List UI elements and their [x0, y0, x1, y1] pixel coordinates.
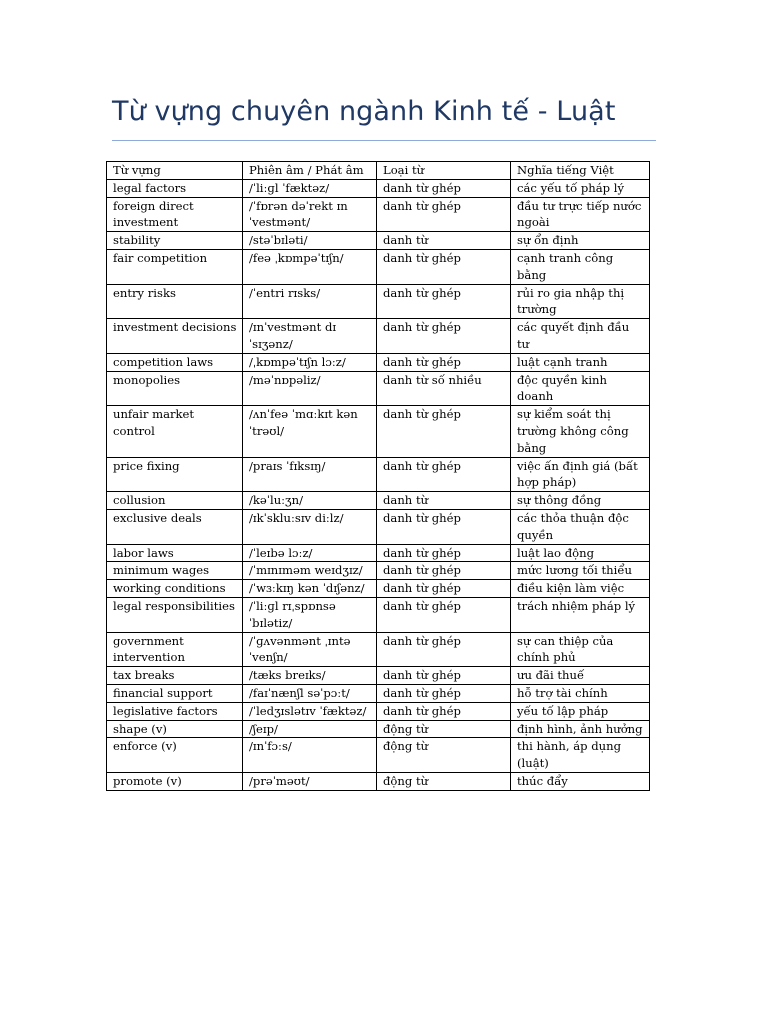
meaning-cell: thúc đẩy — [511, 772, 650, 790]
word-type-cell: danh từ ghép — [377, 353, 511, 371]
pronunciation-cell: /kəˈluːʒn/ — [243, 492, 377, 510]
meaning-cell: các yếu tố pháp lý — [511, 179, 650, 197]
term-cell: exclusive deals — [107, 509, 243, 544]
pronunciation-cell: /praɪs ˈfɪksɪŋ/ — [243, 457, 377, 492]
word-type-cell: danh từ ghép — [377, 406, 511, 457]
word-type-cell: danh từ ghép — [377, 544, 511, 562]
vocabulary-table-body — [107, 179, 650, 790]
word-type-cell: danh từ — [377, 492, 511, 510]
table-row — [107, 684, 650, 702]
term-cell: fair competition — [107, 249, 243, 284]
word-type-cell: động từ — [377, 738, 511, 773]
meaning-cell: yếu tố lập pháp — [511, 702, 650, 720]
term-cell: competition laws — [107, 353, 243, 371]
pronunciation-cell: /ˈmɪnɪməm weɪdʒɪz/ — [243, 562, 377, 580]
pronunciation-cell: /faɪˈnænʃl səˈpɔːt/ — [243, 684, 377, 702]
word-type-cell: danh từ ghép — [377, 509, 511, 544]
term-cell: stability — [107, 232, 243, 250]
word-type-cell: động từ — [377, 772, 511, 790]
word-type-cell: danh từ ghép — [377, 632, 511, 667]
term-cell: promote (v) — [107, 772, 243, 790]
table-row — [107, 457, 650, 492]
meaning-cell: sự kiểm soát thị trường không công bằng — [511, 406, 650, 457]
term-cell: legal responsibilities — [107, 597, 243, 632]
table-row — [107, 249, 650, 284]
term-cell: government intervention — [107, 632, 243, 667]
pronunciation-cell: /tæks breɪks/ — [243, 667, 377, 685]
pronunciation-cell: /feə ˌkɒmpəˈtɪʃn/ — [243, 249, 377, 284]
word-type-cell: danh từ ghép — [377, 667, 511, 685]
pronunciation-cell: /məˈnɒpəliz/ — [243, 371, 377, 406]
pronunciation-cell: /ɪkˈskluːsɪv diːlz/ — [243, 509, 377, 544]
header-word-type: Loại từ — [377, 162, 511, 180]
meaning-cell: rủi ro gia nhập thị trường — [511, 284, 650, 319]
term-cell: labor laws — [107, 544, 243, 562]
table-row — [107, 738, 650, 773]
header-vietnamese-meaning: Nghĩa tiếng Việt — [511, 162, 650, 180]
term-cell: tax breaks — [107, 667, 243, 685]
header-term: Từ vựng — [107, 162, 243, 180]
title-rule — [112, 140, 656, 141]
meaning-cell: đầu tư trực tiếp nước ngoài — [511, 197, 650, 232]
pronunciation-cell: /ˈentri rɪsks/ — [243, 284, 377, 319]
meaning-cell: luật lao động — [511, 544, 650, 562]
word-type-cell: danh từ ghép — [377, 284, 511, 319]
word-type-cell: danh từ ghép — [377, 684, 511, 702]
term-cell: investment decisions — [107, 319, 243, 354]
meaning-cell: điều kiện làm việc — [511, 580, 650, 598]
word-type-cell: động từ — [377, 720, 511, 738]
table-row — [107, 492, 650, 510]
pronunciation-cell: /ɪnˈfɔːs/ — [243, 738, 377, 773]
table-row — [107, 353, 650, 371]
pronunciation-cell: /ˈfɒrən dəˈrekt ɪn ˈvestmənt/ — [243, 197, 377, 232]
table-row — [107, 632, 650, 667]
meaning-cell: thi hành, áp dụng (luật) — [511, 738, 650, 773]
pronunciation-cell: /ˌkɒmpəˈtɪʃn lɔːz/ — [243, 353, 377, 371]
table-header-row — [107, 162, 650, 180]
table-row — [107, 284, 650, 319]
header-pronunciation: Phiên âm / Phát âm — [243, 162, 377, 180]
table-row — [107, 319, 650, 354]
term-cell: shape (v) — [107, 720, 243, 738]
term-cell: enforce (v) — [107, 738, 243, 773]
word-type-cell: danh từ ghép — [377, 580, 511, 598]
pronunciation-cell: /ʃeɪp/ — [243, 720, 377, 738]
pronunciation-cell: /ˈɡʌvənmənt ˌɪntə ˈvenʃn/ — [243, 632, 377, 667]
table-row — [107, 702, 650, 720]
meaning-cell: sự thông đồng — [511, 492, 650, 510]
word-type-cell: danh từ ghép — [377, 319, 511, 354]
table-row — [107, 667, 650, 685]
term-cell: monopolies — [107, 371, 243, 406]
term-cell: entry risks — [107, 284, 243, 319]
table-row — [107, 509, 650, 544]
table-row — [107, 406, 650, 457]
pronunciation-cell: /ɪnˈvestmənt dɪˈsɪʒənz/ — [243, 319, 377, 354]
page-title: Từ vựng chuyên ngành Kinh tế - Luật — [112, 96, 616, 127]
meaning-cell: sự ổn định — [511, 232, 650, 250]
pronunciation-cell: /ˈliːɡl ˈfæktəz/ — [243, 179, 377, 197]
meaning-cell: định hình, ảnh hưởng — [511, 720, 650, 738]
word-type-cell: danh từ ghép — [377, 249, 511, 284]
word-type-cell: danh từ ghép — [377, 597, 511, 632]
pronunciation-cell: /ˈliːɡl rɪˌspɒnsə ˈbɪlətiz/ — [243, 597, 377, 632]
word-type-cell: danh từ ghép — [377, 179, 511, 197]
table-row — [107, 544, 650, 562]
table-row — [107, 197, 650, 232]
term-cell: legal factors — [107, 179, 243, 197]
term-cell: legislative factors — [107, 702, 243, 720]
word-type-cell: danh từ ghép — [377, 457, 511, 492]
term-cell: unfair market control — [107, 406, 243, 457]
meaning-cell: luật cạnh tranh — [511, 353, 650, 371]
meaning-cell: mức lương tối thiểu — [511, 562, 650, 580]
meaning-cell: sự can thiệp của chính phủ — [511, 632, 650, 667]
table-row — [107, 562, 650, 580]
pronunciation-cell: /ʌnˈfeə ˈmɑːkɪt kən ˈtrəʊl/ — [243, 406, 377, 457]
table-row — [107, 179, 650, 197]
term-cell: price fixing — [107, 457, 243, 492]
table-row — [107, 720, 650, 738]
word-type-cell: danh từ ghép — [377, 197, 511, 232]
table-row — [107, 597, 650, 632]
word-type-cell: danh từ — [377, 232, 511, 250]
table-row — [107, 371, 650, 406]
term-cell: collusion — [107, 492, 243, 510]
word-type-cell: danh từ số nhiều — [377, 371, 511, 406]
meaning-cell: trách nhiệm pháp lý — [511, 597, 650, 632]
meaning-cell: ưu đãi thuế — [511, 667, 650, 685]
meaning-cell: cạnh tranh công bằng — [511, 249, 650, 284]
pronunciation-cell: /ˈwɜːkɪŋ kən ˈdɪʃənz/ — [243, 580, 377, 598]
meaning-cell: độc quyền kinh doanh — [511, 371, 650, 406]
pronunciation-cell: /ˈledʒɪslətɪv ˈfæktəz/ — [243, 702, 377, 720]
pronunciation-cell: /prəˈməʊt/ — [243, 772, 377, 790]
meaning-cell: các quyết định đầu tư — [511, 319, 650, 354]
pronunciation-cell: /stəˈbɪləti/ — [243, 232, 377, 250]
meaning-cell: các thỏa thuận độc quyền — [511, 509, 650, 544]
term-cell: foreign direct investment — [107, 197, 243, 232]
word-type-cell: danh từ ghép — [377, 702, 511, 720]
table-row — [107, 232, 650, 250]
meaning-cell: hỗ trợ tài chính — [511, 684, 650, 702]
pronunciation-cell: /ˈleɪbə lɔːz/ — [243, 544, 377, 562]
term-cell: working conditions — [107, 580, 243, 598]
term-cell: financial support — [107, 684, 243, 702]
vocabulary-table — [106, 161, 650, 791]
table-row — [107, 772, 650, 790]
meaning-cell: việc ấn định giá (bất hợp pháp) — [511, 457, 650, 492]
table-row — [107, 580, 650, 598]
term-cell: minimum wages — [107, 562, 243, 580]
word-type-cell: danh từ ghép — [377, 562, 511, 580]
